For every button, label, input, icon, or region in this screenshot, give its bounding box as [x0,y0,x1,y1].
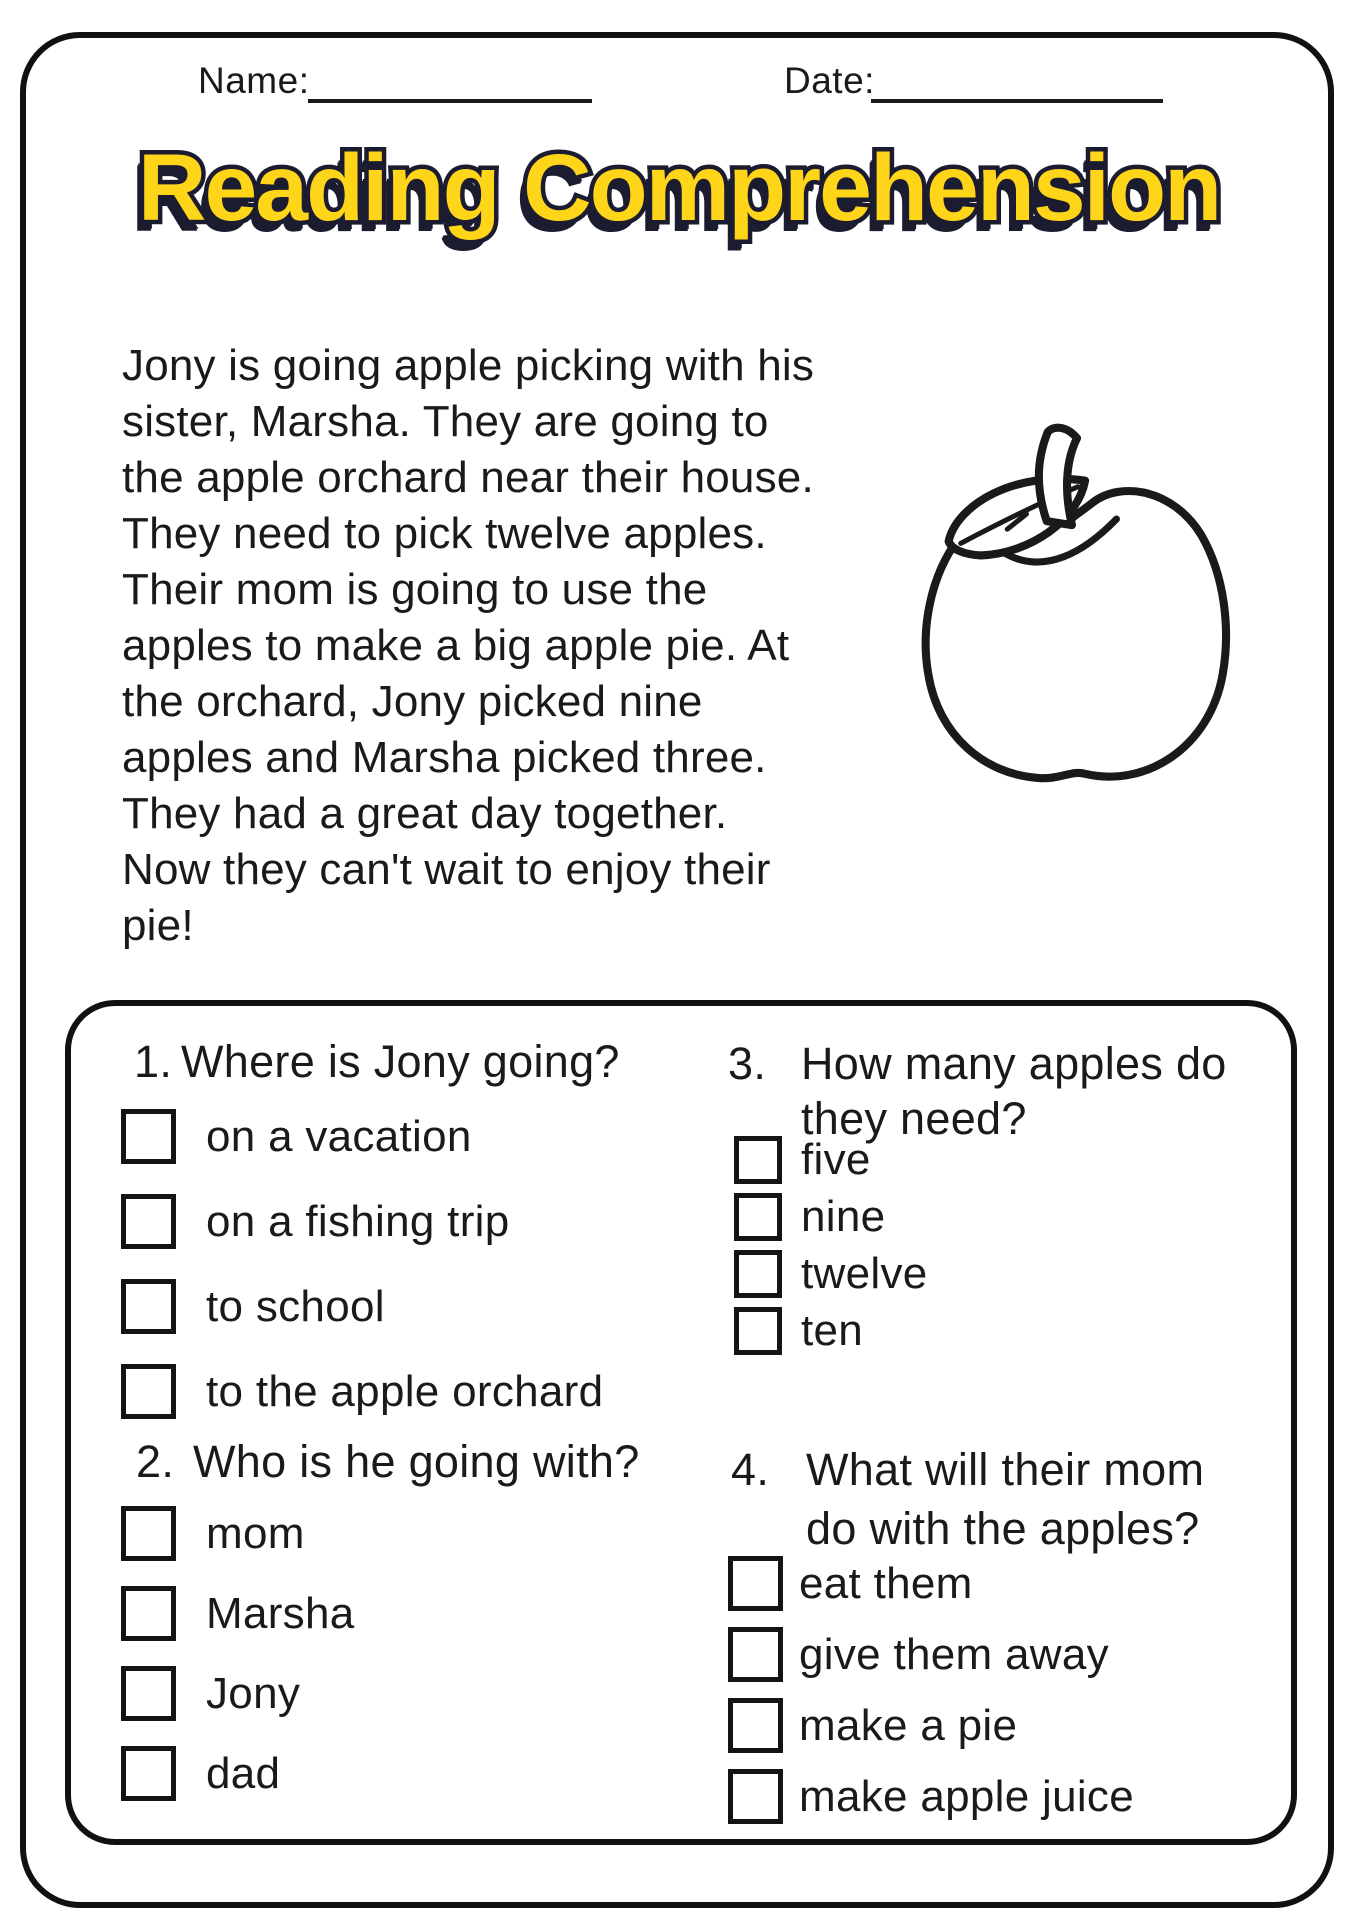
answer-checkbox[interactable] [121,1194,176,1249]
answer-checkbox[interactable] [728,1769,783,1824]
answer-option-row [121,1746,280,1801]
answer-option-row [728,1698,1017,1753]
answer-checkbox[interactable] [121,1666,176,1721]
answer-checkbox[interactable] [728,1698,783,1753]
answer-option-label: make a pie [799,1700,1018,1750]
answer-option-row [728,1769,1134,1824]
answer-option-label: twelve [801,1249,928,1298]
answer-checkbox[interactable] [734,1193,782,1241]
question-number: 1. [134,1036,173,1087]
question-number: 2. [136,1436,175,1487]
answer-option-row [121,1506,305,1561]
question-number: 4. [731,1444,770,1495]
answer-option-label: make apple juice [799,1771,1134,1821]
answer-option-label: dad [206,1748,281,1798]
reading-passage [122,338,814,954]
answer-option-label: nine [801,1192,886,1241]
name-input-line[interactable] [308,99,592,103]
date-input-line[interactable] [871,99,1163,103]
passage-line: pie! [122,901,194,950]
answer-checkbox[interactable] [734,1307,782,1355]
passage-line: Their mom is going to use the [122,565,708,614]
answer-checkbox[interactable] [121,1746,176,1801]
answer-option-label: mom [206,1508,305,1558]
question-title: Who is he going with? [193,1436,640,1487]
answer-checkbox[interactable] [121,1364,176,1419]
question-title: they need? [801,1093,1027,1144]
passage-line: apples to make a big apple pie. At [122,621,790,670]
answer-option-label: on a fishing trip [206,1196,510,1246]
passage-line: sister, Marsha. They are going to [122,397,769,446]
answer-checkbox[interactable] [121,1109,176,1164]
answer-checkbox[interactable] [121,1506,176,1561]
answer-option-label: to the apple orchard [206,1366,604,1416]
name-label: Name: [198,60,310,101]
answer-option-row [121,1194,510,1249]
answer-checkbox[interactable] [728,1556,783,1611]
apple-icon [918,422,1232,786]
answer-option-row [734,1307,863,1355]
passage-line: They had a great day together. [122,789,728,838]
question-number: 3. [728,1038,767,1089]
question-title: What will their mom [806,1444,1205,1495]
answer-option-label: to school [206,1281,385,1331]
answer-checkbox[interactable] [728,1627,783,1682]
answer-option-label: Jony [206,1668,301,1718]
question-title: How many apples do [801,1038,1227,1089]
passage-line: Jony is going apple picking with his [122,341,815,390]
page-title: Reading Comprehension [137,135,1221,241]
answer-option-row [734,1193,885,1241]
answer-option-label: five [801,1135,871,1184]
answer-option-row [121,1364,603,1419]
answer-option-row [734,1250,928,1298]
answer-option-row [121,1666,300,1721]
answer-option-label: on a vacation [206,1111,472,1161]
answer-option-row [734,1136,871,1184]
answer-option-row [728,1556,973,1611]
answer-option-label: ten [801,1306,864,1355]
passage-line: They need to pick twelve apples. [122,509,767,558]
answer-option-row [728,1627,1109,1682]
answer-option-label: Marsha [206,1588,355,1638]
answer-checkbox[interactable] [121,1586,176,1641]
answer-option-label: eat them [799,1558,973,1608]
question-title: do with the apples? [806,1503,1200,1554]
answer-checkbox[interactable] [734,1136,782,1184]
passage-line: the orchard, Jony picked nine [122,677,703,726]
passage-line: the apple orchard near their house. [122,453,814,502]
answer-checkbox[interactable] [734,1250,782,1298]
question-title: Where is Jony going? [181,1036,620,1087]
questions-panel [65,1000,1297,1845]
date-label: Date: [784,60,875,101]
answer-option-label: give them away [799,1629,1109,1679]
passage-line: apples and Marsha picked three. [122,733,767,782]
answer-option-row [121,1586,355,1641]
answer-checkbox[interactable] [121,1279,176,1334]
answer-option-row [121,1279,385,1334]
passage-line: Now they can't wait to enjoy their [122,845,771,894]
answer-option-row [121,1109,472,1164]
